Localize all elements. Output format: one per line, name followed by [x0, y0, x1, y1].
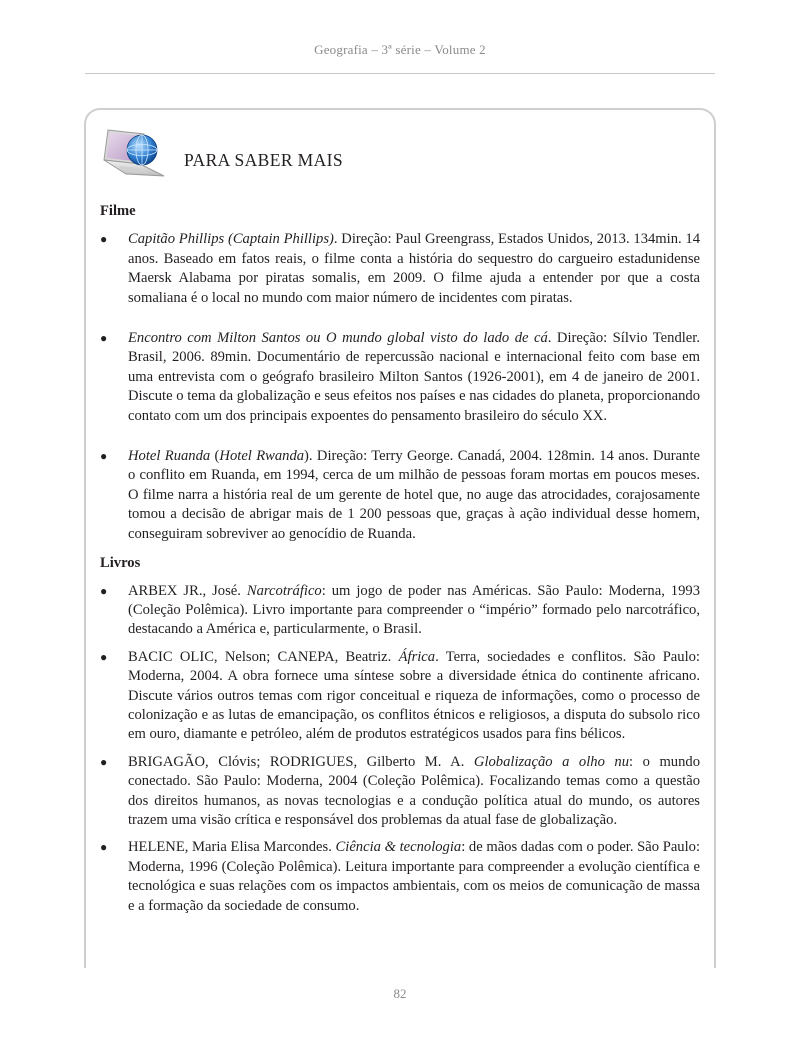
book-description: . Terra, sociedades e conflitos. São Paulo: Moderna, 2004. A obra fornece uma síntese sobre a diversidade étnica do continente africano. Discute vários outros temas com rigor conceitual e riqueza de informações, como o processo de colonização e as lutas de emancipação, os conflitos étnicos e religiosos, a disputa do subsolo rico em ouro, diamante e petróleo, além de produtos estratégicos usados para fins bélicos.	[128, 648, 700, 743]
book-title: Ciência & tecnologia	[335, 839, 462, 856]
book-title: África	[398, 648, 436, 665]
film-description: . Direção: Sílvio Tendler. Brasil, 2006. 89min. Documentário de repercussão nacional e internacional feito com base em uma entrevista com o geógrafo brasileiro Milton Santos (1926-2001), em 4 de janeiro de 2001. Discute o tema da globalização e seus efeitos nos países e nas cidades do planeta, proporcionando contato com um dos principais expoentes do pensamento brasileiro do século XX.	[128, 330, 700, 424]
box-title: PARA SABER MAIS	[184, 150, 344, 170]
bullet-icon: ●	[100, 754, 108, 769]
book-description: : o mundo conectado. São Paulo: Moderna, 2004 (Coleção Polêmica). Focalizando temas como a questão dos direitos humanos, as novas tecnologias e a condução política atual do mundo, os autores trazem uma visão crítica e responsável dos problemas da atual fase de globalização.	[128, 753, 700, 828]
bullet-icon: ●	[100, 449, 108, 464]
film-title-separator: (	[210, 448, 220, 465]
bullet-icon: ●	[100, 331, 108, 346]
section-title-filme: Filme	[100, 203, 136, 219]
list-item-book	[100, 753, 700, 831]
book-authors: BRIGAGÃO, Clóvis; RODRIGUES, Gilberto M. A.	[128, 753, 474, 770]
bullet-icon: ●	[100, 583, 108, 598]
film-description: . Direção: Paul Greengrass, Estados Unidos, 2013. 134min. 14 anos. Baseado em fatos reais, o filme conta a história do sequestro do cargueiro estadunidense Maersk Alabama por piratas somalis, em 2009. O filme ajuda a entender por que a costa somaliana é o local no mundo com maior número de incidentes com piratas.	[128, 231, 700, 306]
page-number: 82	[393, 986, 407, 1001]
film-original-title: Hotel Rwanda	[219, 448, 305, 465]
bullet-icon: ●	[100, 232, 108, 247]
book-description: : de mãos dadas com o poder. São Paulo: Moderna, 1996 (Coleção Polêmica). Leitura importante para compreender a evolução científica e tecnológica e suas relações com os impactos ambientais, com os meios de comunicação de massa e a formação da sociedade de consumo.	[128, 839, 700, 914]
header-divider	[85, 73, 715, 74]
box-content	[100, 202, 700, 924]
list-item-film	[100, 447, 700, 544]
section-title-livros: Livros	[100, 555, 141, 572]
list-item-book	[100, 838, 700, 916]
running-header: Geografia – 3ª série – Volume 2	[314, 42, 486, 57]
bullet-icon: ●	[100, 840, 108, 855]
film-title: Capitão Phillips (Captain Phillips)	[128, 231, 334, 248]
list-item-film	[100, 230, 700, 308]
bullet-icon: ●	[100, 649, 108, 664]
book-authors: ARBEX JR., José.	[128, 582, 247, 599]
film-description: ). Direção: Terry George. Canadá, 2004. 128min. 14 anos. Durante o conflito em Ruanda, em 1994, cerca de um milhão de pessoas foram mortas em poucos meses. O filme narra a história real de um gerente de hotel que, no auge das atrocidades, corajosamente tomou a decisão de abrigar mais de 1 200 pessoas que, graças à ação individual desse homem, conseguiram sobreviver ao genocídio de Ruanda.	[128, 448, 700, 542]
list-item-book	[100, 648, 700, 745]
book-authors: HELENE, Maria Elisa Marcondes.	[128, 839, 336, 856]
film-title: Hotel Ruanda	[128, 448, 211, 465]
book-authors: BACIC OLIC, Nelson; CANEPA, Beatriz.	[128, 648, 399, 665]
book-description: : um jogo de poder nas Américas. São Paulo: Moderna, 1993 (Coleção Polêmica). Livro importante para compreender o “império” formado pelo narcotráfico, destacando a América e, particularmente, o Brasil.	[128, 582, 700, 638]
laptop-globe-icon	[98, 124, 170, 188]
list-item-book	[100, 582, 700, 640]
list-item-film	[100, 329, 700, 426]
book-title: Globalização a olho nu	[473, 753, 630, 770]
book-title: Narcotráfico	[246, 582, 322, 599]
film-title: Encontro com Milton Santos ou O mundo global visto do lado de cá	[128, 330, 548, 347]
